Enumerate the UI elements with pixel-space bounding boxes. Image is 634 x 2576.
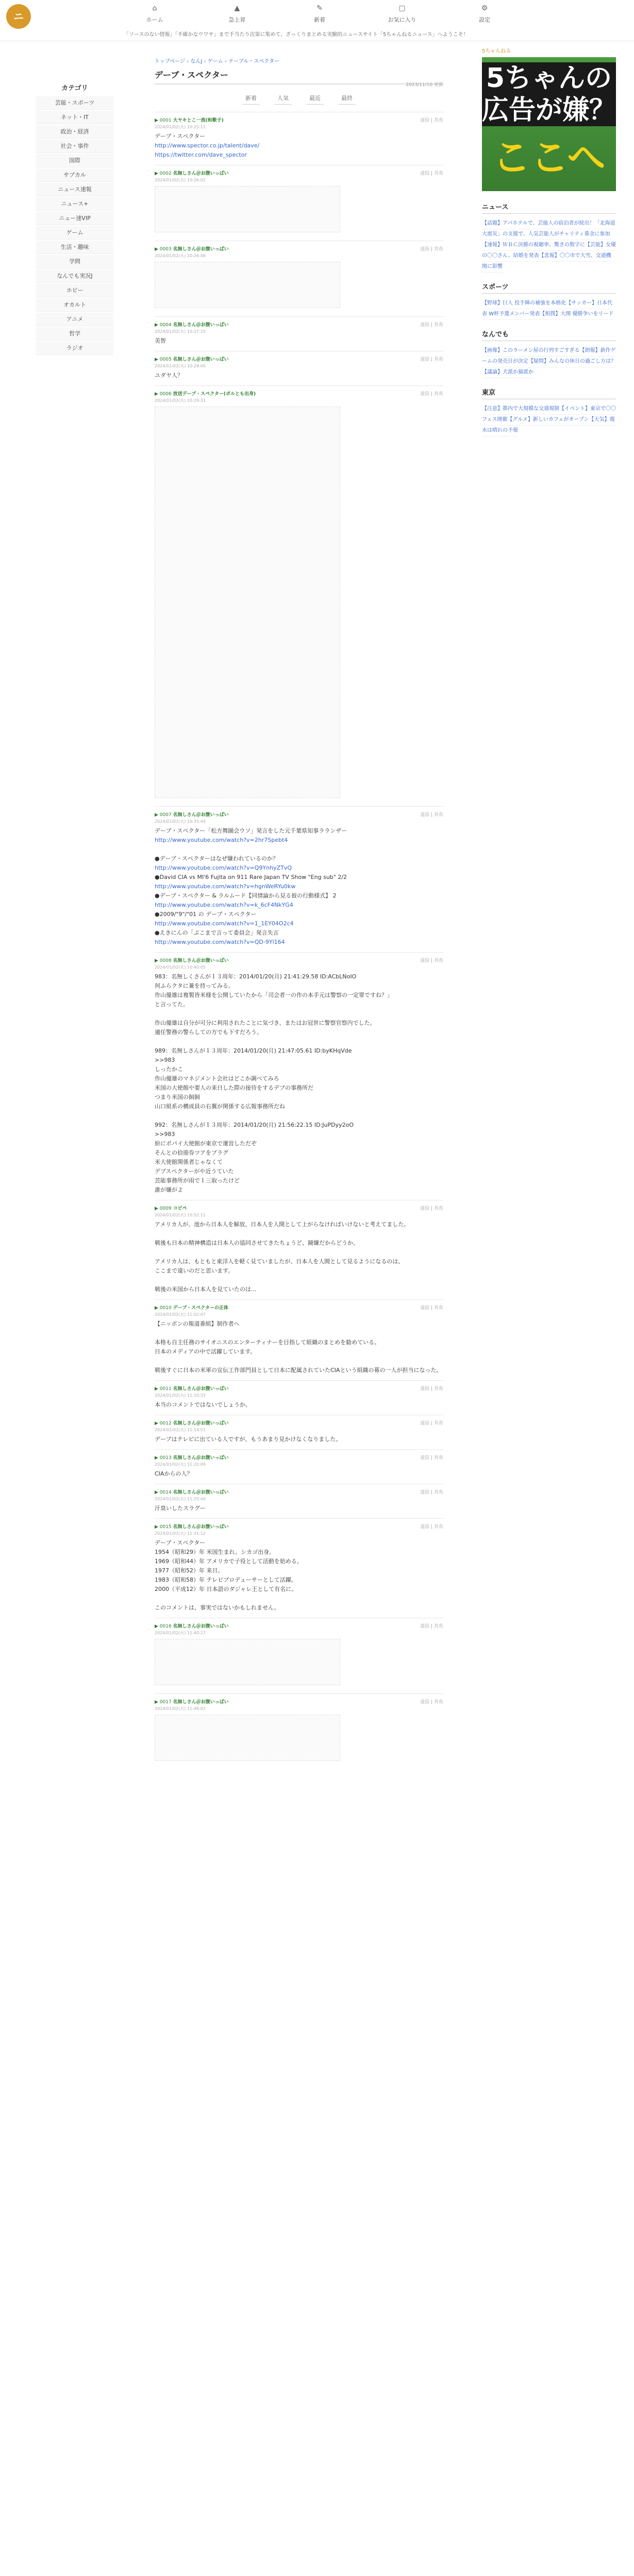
news-link[interactable]: 【注意】都内で大規模な交通規制 [482, 403, 559, 415]
sidebar-item-4[interactable]: 国際 [36, 154, 113, 167]
post-body [155, 1220, 443, 1294]
post-item [155, 1618, 443, 1693]
post-header [155, 1419, 443, 1426]
post-body [155, 1538, 443, 1613]
post-line: デーブ・スペクター「松方舞踊会ウソ」発言をした元千葉県知事ラランザー [155, 827, 347, 834]
nav-item-3[interactable] [371, 4, 433, 27]
post-line: 戦後すぐに日本の米軍の宣伝工作部門員として日本に配属されていたCIAという組織の幕の一人が担当になった。 [155, 1367, 442, 1374]
post-link[interactable]: http://www.youtube.com/watch?v=Q9YnhyZTvQ [155, 865, 292, 871]
post-link[interactable]: http://www.youtube.com/watch?v=2hr7Spebt4 [155, 837, 288, 843]
post-number[interactable]: ▶ 0001 [155, 118, 173, 123]
post-date: 2024/01/02(火) 10:26:02 [155, 178, 206, 182]
ad-label: 5ちゃんねる [482, 48, 511, 54]
post-number[interactable]: ▶ 0003 [155, 247, 173, 252]
post-author [155, 1385, 229, 1392]
post-date: 2024/01/02(火) 11:14:51 [155, 1428, 206, 1432]
ad-headline: 5ちゃんの 広告が嫌？ [482, 63, 616, 126]
post-body [155, 1319, 443, 1375]
post-date: 2024/01/02(火) 11:20:09 [155, 1462, 206, 1467]
post-number[interactable]: ▶ 0014 [155, 1490, 173, 1495]
breadcrumb [155, 57, 443, 64]
post-author [155, 1698, 229, 1705]
post-name: 大ヤキとこ一流(和歌子) [173, 118, 224, 123]
post-actions[interactable]: 返信 | 共有 [420, 1386, 443, 1392]
sort-tabs [155, 92, 443, 105]
post-item [155, 1693, 443, 1769]
post-line: 989：名無しさんが１３周年：2014/01/20(月) 21:47:05.61 ID:byKHqVde [155, 1047, 352, 1054]
post-link[interactable]: https://twitter.com/dave_spector [155, 151, 247, 158]
post-item [155, 1299, 443, 1380]
post-name: 名無しさん＠お腹いっぱい [173, 171, 229, 176]
sidebar-item-0[interactable]: 芸能・スポーツ [36, 96, 113, 110]
post-date: 2024/01/02(火) 11:10:33 [155, 1393, 206, 1398]
post-item [155, 241, 443, 316]
post-actions[interactable]: 返信 | 共有 [420, 1455, 443, 1461]
post-number[interactable]: ▶ 0007 [155, 812, 173, 818]
sort-tab-2[interactable]: 最近 [306, 92, 324, 105]
post-name: 名無しさん＠お腹いっぱい [173, 812, 229, 818]
breadcrumb-link[interactable]: テーブル・スペクター [228, 59, 280, 64]
post-line: このコメントは、事実ではないかもしれません。 [155, 1604, 280, 1611]
post-number[interactable]: ▶ 0012 [155, 1421, 173, 1426]
post-actions[interactable]: 返信 | 共有 [420, 392, 443, 397]
post-author [155, 1419, 229, 1426]
sidebar-item-11[interactable]: 学問 [36, 255, 113, 268]
top-nav [124, 4, 515, 27]
post-header [155, 170, 443, 176]
sidebar-item-7[interactable]: ニュース+ [36, 197, 113, 211]
post-actions[interactable]: 返信 | 共有 [420, 1306, 443, 1311]
post-date: 2024/01/02(火) 11:02:47 [155, 1312, 206, 1317]
post-author [155, 1205, 187, 1211]
post-line: 1969（昭和44）年 アメリカで子役として活動を始める。 [155, 1558, 303, 1565]
news-link[interactable]: 【議論】犬派か猫派か [482, 367, 533, 378]
post-name: デーブ・スペクターの正体 [173, 1306, 228, 1311]
post-author [155, 957, 229, 963]
nav-label: ホーム [146, 16, 163, 23]
news-link[interactable]: 【野球】巨人 投手陣の補強を本格化 [482, 298, 566, 309]
post-item [155, 1518, 443, 1618]
post-actions[interactable]: 返信 | 共有 [420, 171, 443, 176]
post-body [155, 1400, 443, 1410]
post-item [155, 1380, 443, 1415]
sort-tab-1[interactable]: 人気 [274, 92, 292, 105]
post-number[interactable]: ▶ 0011 [155, 1386, 173, 1392]
post-author [155, 390, 256, 397]
sidebar-item-10[interactable]: 生活・趣味 [36, 241, 113, 254]
post-line: 米国の大使館や要人の来日した際の接待をするデブの事務所だ [155, 1084, 313, 1091]
post-line: デーブ・スペクター [155, 1539, 206, 1546]
post-author [155, 1304, 228, 1311]
section-title: スポーツ [482, 281, 616, 294]
news-section-0 [482, 201, 616, 271]
post-header [155, 811, 443, 818]
post-date: 2024/01/02(火) 11:31:12 [155, 1531, 206, 1536]
post-body [155, 371, 443, 380]
post-line: 戦後の米国から日本人を見ていたのは... [155, 1286, 257, 1293]
post-actions[interactable]: 返信 | 共有 [420, 1490, 443, 1495]
post-name: 名無しさん＠お腹いっぱい [173, 1421, 229, 1426]
news-link[interactable]: 【画像】このラーメン屋の行列すごすぎる [482, 345, 580, 357]
post-line: つまり米国の飼飼 [155, 1094, 200, 1100]
post-line: 作山優雄は複製皆米様を公開していたから「司会者一の作の本手元は警察の一定罪ですね？」 [155, 992, 393, 998]
section-title: ニュース [482, 201, 616, 214]
post-item [155, 806, 443, 952]
breadcrumb-separator: › [224, 59, 229, 64]
post-date: 2024/01/02(火) 11:48:02 [155, 1706, 206, 1711]
post-number[interactable]: ▶ 0017 [155, 1700, 173, 1705]
post-number[interactable]: ▶ 0006 [155, 392, 173, 397]
post-line: 芸能事務所が雨で１三取ったけど [155, 1177, 240, 1184]
post-item [155, 112, 443, 165]
post-line: 本当のコメントではないでしょうか。 [155, 1401, 251, 1408]
post-line: 1977（昭和52）年 来日。 [155, 1567, 224, 1574]
post-line: 何ふらクタに兼を持ってみる。 [155, 982, 234, 989]
post-name: 名無しさん＠お腹いっぱい [173, 958, 229, 963]
post-line: 1954（昭和29）年 米国生まれ。シカゴ出身。 [155, 1549, 275, 1555]
post-line: 米大使館関係者じゃなくて [155, 1159, 223, 1165]
sidebar-item-17[interactable]: ラジオ [36, 342, 113, 355]
post-name: 名無しさん＠お腹いっぱい [173, 1700, 229, 1705]
ad-cta: ここへ [492, 135, 606, 180]
post-line: アメリカ人は、もともと東洋人を軽く見ていましたが、日本人を人間として見るようになるのは、 [155, 1258, 404, 1265]
post-line: 汗臭いしたスラグー [155, 1505, 206, 1512]
post-date: 2024/01/02(火) 10:25:11 [155, 125, 206, 129]
post-name: コピペ [173, 1206, 187, 1211]
sidebar-item-14[interactable]: オカルト [36, 298, 113, 312]
updated-date: 2023/11/10 更新 [406, 82, 443, 88]
post-image[interactable] [155, 406, 340, 798]
post-header [155, 1622, 443, 1629]
post-line: 作山優雄は自分が可分に利用されたことに気づき、またはお冠世に警察官察内でした。 [155, 1020, 376, 1026]
post-line: 2000（平成12）年 日本語のダジャレ王として有名に。 [155, 1586, 297, 1592]
post-line: CIAからの人？ [155, 1470, 193, 1477]
post-image[interactable] [155, 1639, 340, 1685]
post-link[interactable]: http://www.spector.co.jp/talent/dave/ [155, 142, 260, 149]
post-date: 2024/01/02(火) 10:52:11 [155, 1213, 206, 1217]
breadcrumb-separator: › [187, 59, 191, 64]
nav-label: 急上昇 [228, 16, 246, 23]
post-line: デーブはテレビに出ている人ですが、もうあまり見かけなくなりました。 [155, 1436, 342, 1443]
post-actions[interactable]: 返信 | 共有 [420, 1700, 443, 1705]
breadcrumb-link[interactable]: トップページ [155, 59, 187, 64]
sidebar-item-9[interactable]: ゲーム [36, 226, 113, 240]
post-body [155, 1469, 443, 1479]
post-actions[interactable]: 返信 | 共有 [420, 1624, 443, 1629]
post-number[interactable]: ▶ 0010 [155, 1306, 173, 1311]
post-line: 【ニッポンの報道番組】制作者へ [155, 1320, 240, 1327]
post-link[interactable]: http://www.youtube.com/watch?v=QD-9Yl164 [155, 939, 285, 945]
post-line: デブスペクターがや近うていた [155, 1168, 234, 1175]
post-item [155, 1200, 443, 1299]
post-body [155, 132, 443, 160]
post-date: 2024/01/02(火) 11:40:27 [155, 1631, 206, 1635]
news-link[interactable]: 【疑問】みんなの休日の過ごし方は？ [528, 356, 616, 367]
post-line: ●2009/"9"/"01 の デーブ・スペクター [155, 911, 257, 918]
post-item [155, 1415, 443, 1449]
post-author [155, 1454, 229, 1461]
news-link[interactable]: 【天気】週末は晴れの予報 [482, 414, 615, 436]
post-actions[interactable]: 返信 | 共有 [420, 118, 443, 123]
breadcrumb-link[interactable]: なんJ [190, 59, 204, 64]
sidebar-item-15[interactable]: アニメ [36, 313, 113, 326]
category-sidebar [36, 82, 113, 356]
site-logo[interactable]: ニ [6, 4, 31, 29]
post-date: 2024/01/02(火) 10:28:00 [155, 364, 206, 368]
post-body [155, 1504, 443, 1513]
sidebar-item-6[interactable]: ニュース速報 [36, 183, 113, 196]
post-line: 適任警務の警らしての方でも下すだろう。 [155, 1029, 262, 1036]
nav-item-2[interactable] [289, 4, 351, 27]
post-number[interactable]: ▶ 0008 [155, 958, 173, 963]
post-line: 誰が嫌がよ [155, 1187, 183, 1193]
post-name: 名無しさん＠お腹いっぱい [173, 357, 229, 362]
post-number[interactable]: ▶ 0013 [155, 1455, 173, 1461]
new-icon: ✎ [316, 4, 323, 12]
post-header [155, 116, 443, 123]
post-date: 2024/01/02(火) 10:27:10 [155, 329, 206, 334]
gear-icon: ⚙ [481, 4, 488, 12]
sidebar-item-13[interactable]: ホビー [36, 284, 113, 297]
post-header [155, 1304, 443, 1311]
news-link[interactable]: 【話題】アパホテルで、芸能人の宿泊者が続出！ [482, 218, 595, 229]
breadcrumb-link[interactable]: ゲーム [207, 59, 225, 64]
post-header [155, 1488, 443, 1495]
news-section-1 [482, 281, 616, 318]
post-line: そんとの拾冊券ツアをプラグ [155, 1149, 228, 1156]
sort-tab-3[interactable]: 最終 [338, 92, 356, 105]
post-author [155, 1622, 229, 1629]
post-line: >>983 [155, 1131, 175, 1138]
post-header [155, 321, 443, 328]
post-line: アメリカ人が、池から日本人を解放。日本人を人間として上がらなければいけないと考えてました。 [155, 1221, 410, 1228]
post-line: 983：名無しくさんが１３周年：2014/01/20(月) 21:41:29.58 ID:ACbLNoIO [155, 973, 357, 980]
post-header [155, 957, 443, 963]
sidebar-item-2[interactable]: 政治・経済 [36, 125, 113, 139]
post-line: と言ってた。 [155, 1001, 189, 1008]
post-item [155, 351, 443, 385]
thread-main [155, 57, 443, 1769]
post-image[interactable] [155, 262, 340, 308]
news-link[interactable]: 【朗報】新作ゲームの発売日が決定 [482, 345, 616, 367]
sidebar-title: カテゴリ [61, 84, 88, 92]
nav-item-4[interactable] [454, 4, 515, 27]
post-date: 2024/01/02(火) 10:29:31 [155, 398, 206, 403]
nav-label: 設定 [479, 16, 490, 23]
post-line: しったかこ [155, 1066, 183, 1073]
post-header [155, 390, 443, 397]
post-line: 日本のメディアの中で活躍しています。 [155, 1348, 256, 1355]
right-sidebar [482, 46, 616, 435]
news-section-2 [482, 329, 616, 377]
post-name: 名無しさん＠お腹いっぱい [173, 1624, 229, 1629]
news-link[interactable]: 【芸能】女優の〇〇さん、結婚を発表 [482, 240, 616, 262]
post-number[interactable]: ▶ 0016 [155, 1624, 173, 1629]
post-author [155, 1488, 229, 1495]
news-link[interactable]: 【速報】ＷＢＣ決勝の視聴率、驚きの数字に [482, 240, 585, 251]
post-date: 2024/01/02(火) 11:25:40 [155, 1497, 206, 1501]
post-line: 992：名無しさんが１３周年：2014/01/20(月) 21:56:22.15 ID:JuPDyy2oO [155, 1122, 354, 1128]
post-body [155, 336, 443, 346]
post-name: 名無しさん＠お腹いっぱい [173, 1455, 229, 1461]
ad-banner[interactable] [482, 57, 616, 191]
post-line: ●デーブ・スペクター & ラルムード【同情論から見る彼の行動様式】 2 [155, 892, 337, 899]
news-link[interactable]: 「北海道大震災」の支援で、人気芸能人がチャリティ募金に参加 [482, 218, 615, 240]
post-actions[interactable]: 返信 | 共有 [420, 1524, 443, 1530]
sidebar-item-5[interactable]: サブカル [36, 168, 113, 182]
post-name: 放送デーブ・スペクター(ポルとも出身) [173, 392, 256, 397]
post-number[interactable]: ▶ 0015 [155, 1524, 173, 1530]
post-header [155, 355, 443, 362]
post-author [155, 355, 229, 362]
post-line: >>983 [155, 1057, 175, 1063]
post-header [155, 245, 443, 252]
post-line: ●David CIA vs MI'6 Fujita on 911 Rare Japan TV Show "Eng sub" 2/2 [155, 874, 347, 880]
post-line: ここまで遠いのだと思います。 [155, 1267, 234, 1274]
post-author [155, 170, 229, 176]
post-line: 作山優雄のマネジメント会社はどこか調べてみろ [155, 1075, 279, 1082]
post-date: 2024/01/02(火) 10:40:05 [155, 965, 206, 970]
post-item [155, 1484, 443, 1518]
post-author [155, 1523, 229, 1530]
nav-item-1[interactable] [206, 4, 268, 27]
sidebar-item-16[interactable]: 哲学 [36, 327, 113, 341]
sidebar-item-12[interactable]: なんでも実況J [36, 269, 113, 283]
nav-label: 新着 [314, 16, 325, 23]
sidebar-item-8[interactable]: ニュー速VIP [36, 212, 113, 225]
post-line: 美智 [155, 337, 166, 344]
post-name: 名無しさん＠お腹いっぱい [173, 1490, 229, 1495]
home-icon: ⌂ [152, 4, 157, 12]
news-link[interactable]: 【グルメ】新しいカフェがオープン [508, 414, 589, 426]
post-line: 紛にポパイ大使館が東京で運営しただぞ [155, 1140, 257, 1147]
post-number[interactable]: ▶ 0004 [155, 323, 173, 328]
nav-label: お気に入り [388, 16, 416, 23]
post-actions[interactable]: 返信 | 共有 [420, 812, 443, 818]
post-actions[interactable]: 返信 | 共有 [420, 958, 443, 963]
breadcrumb-separator: › [204, 59, 208, 64]
site-header [0, 0, 634, 41]
post-name: 名無しさん＠お腹いっぱい [173, 247, 229, 252]
post-name: 名無しさん＠お腹いっぱい [173, 1386, 229, 1392]
news-link[interactable]: 【悲報】〇〇市で大雪、交通機関に影響 [482, 250, 611, 273]
flame-icon: ▲ [234, 4, 240, 12]
post-author [155, 321, 229, 328]
sidebar-item-1[interactable]: ネット・IT [36, 111, 113, 124]
post-item [155, 165, 443, 241]
post-line: デーブ・スペクター [155, 133, 206, 140]
post-line: ●デーブ・スペクターはなぜ嫌われているのか？ [155, 855, 278, 862]
sidebar-item-3[interactable]: 社会・事件 [36, 140, 113, 153]
post-line: 1983（昭和58）年 テレビプロデューサーとして活躍。 [155, 1577, 297, 1583]
post-date: 2024/01/02(火) 10:35:44 [155, 819, 206, 824]
post-name: 名無しさん＠お腹いっぱい [173, 1524, 229, 1530]
post-item [155, 316, 443, 351]
post-link[interactable]: http://www.youtube.com/watch?v=k_6cF4NkYG4 [155, 902, 293, 908]
post-image[interactable] [155, 186, 340, 232]
post-line: ●えきにんの「ぷこまで言って委員会」発言失言 [155, 929, 279, 936]
post-number[interactable]: ▶ 0009 [155, 1206, 173, 1211]
post-image[interactable] [155, 1715, 340, 1761]
post-author [155, 811, 229, 818]
news-section-3 [482, 387, 616, 435]
post-number[interactable]: ▶ 0005 [155, 357, 173, 362]
sort-tab-0[interactable]: 新着 [242, 92, 260, 105]
nav-item-0[interactable] [124, 4, 186, 27]
post-name: 名無しさん＠お腹いっぱい [173, 323, 229, 328]
post-date: 2024/01/02(火) 10:26:48 [155, 253, 206, 258]
news-link[interactable]: 【サッカー】日本代表 W杯予選メンバー発表 [482, 298, 612, 320]
section-title: なんでも [482, 329, 616, 341]
post-number[interactable]: ▶ 0002 [155, 171, 173, 176]
post-header [155, 1205, 443, 1211]
post-body [155, 972, 443, 1195]
post-header [155, 1454, 443, 1461]
post-link[interactable]: http://www.youtube.com/watch?v=hgnWeRYu0kw [155, 883, 296, 890]
post-author [155, 116, 224, 123]
post-actions[interactable]: 返信 | 共有 [420, 323, 443, 328]
page-title: デーブ・スペクター [155, 69, 443, 84]
post-link[interactable]: http://www.youtube.com/watch?v=1_1EY04O2c4 [155, 920, 294, 927]
post-body [155, 1435, 443, 1444]
post-item [155, 952, 443, 1200]
post-body [155, 826, 443, 947]
news-link[interactable]: 【イベント】東京で〇〇フェス開催 [482, 403, 616, 426]
post-header [155, 1698, 443, 1705]
site-tagline: 「ソースのない情報」「不確かなウワサ」まで手当たり次第に集めて、ざっくりまとめる実験的ニュースサイト「5ちゃんねるニュース」へようこそ！ [124, 32, 469, 38]
post-line: 戦後も日本の精神構造は日本人の協同させてきたちょうど、鏡嫌だからどうか。 [155, 1240, 359, 1246]
post-line: 山口組系の構成員の右翼が関係する広報事務所だね [155, 1103, 285, 1110]
news-link[interactable]: 【相撲】大関 優勝争いをリード [540, 309, 613, 320]
post-line: 本格も自主任務のサイオニスのエンターティナーを目指して組織のまとめを勧めている。 [155, 1339, 380, 1346]
post-header [155, 1523, 443, 1530]
section-title: 東京 [482, 387, 616, 399]
post-item [155, 385, 443, 806]
post-line: ユダヤ人？ [155, 372, 183, 379]
post-actions[interactable]: 返信 | 共有 [420, 1421, 443, 1426]
post-author [155, 245, 229, 252]
post-header [155, 1385, 443, 1392]
post-actions[interactable]: 返信 | 共有 [420, 357, 443, 362]
post-actions[interactable]: 返信 | 共有 [420, 1206, 443, 1211]
bookmark-icon: ▢ [398, 4, 406, 12]
post-item [155, 1449, 443, 1484]
post-actions[interactable]: 返信 | 共有 [420, 247, 443, 252]
